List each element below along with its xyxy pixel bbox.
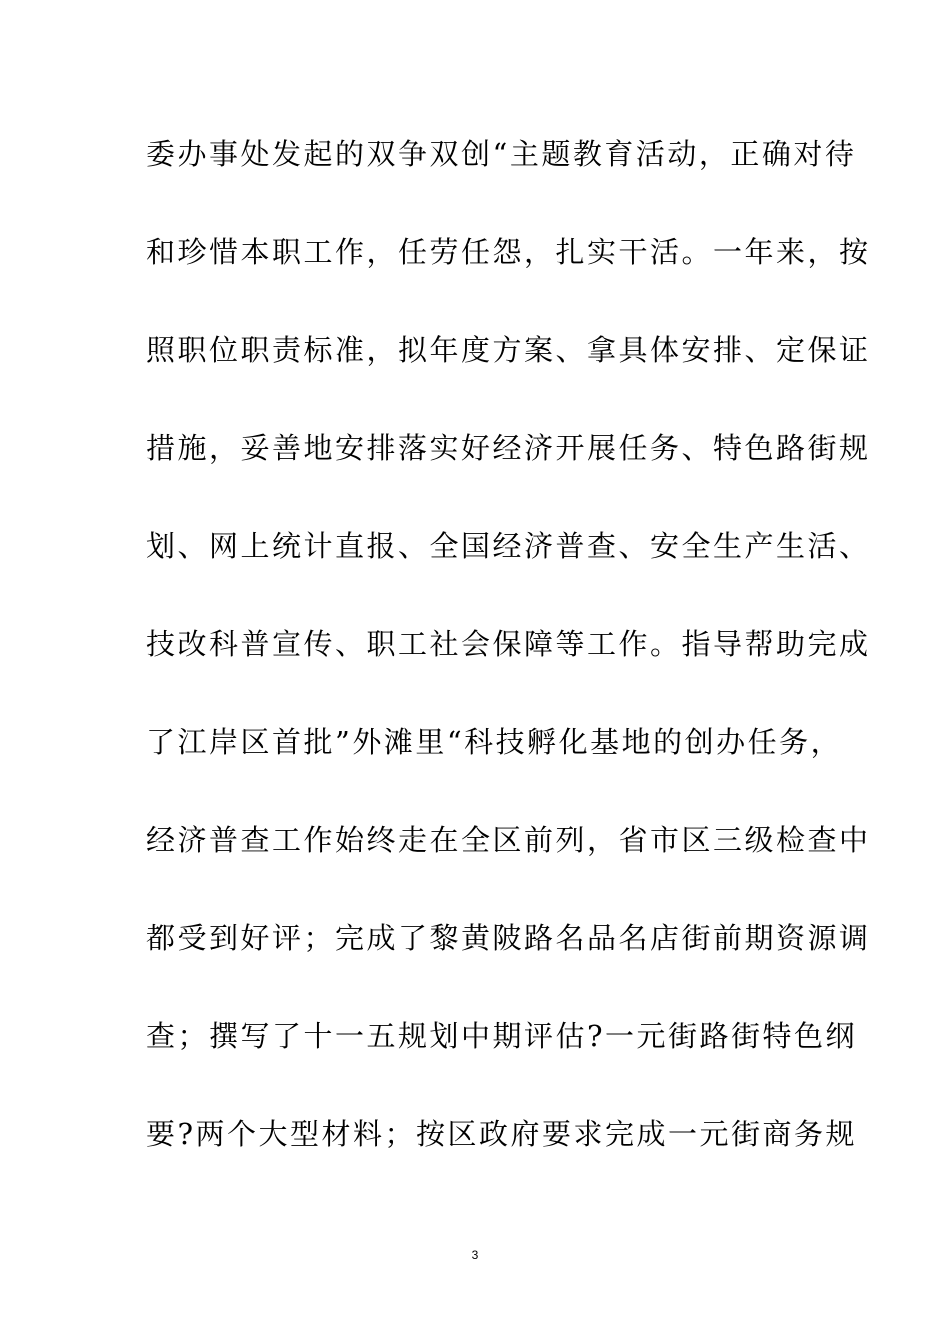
text-line: 要?两个大型材料；按区政府要求完成一元街商务规: [146, 1117, 858, 1151]
text-line: 技改科普宣传、职工社会保障等工作。指导帮助完成: [146, 627, 871, 661]
text-line: 照职位职责标准，拟年度方案、拿具体安排、定保证: [146, 333, 871, 367]
page-number: 3: [471, 1248, 479, 1262]
text-line: 经济普查工作始终走在全区前列，省市区三级检查中: [146, 823, 871, 857]
text-line: 划、网上统计直报、全国经济普查、安全生产生活、: [146, 529, 871, 563]
text-line: 了江岸区首批”外滩里“科技孵化基地的创办任务，: [146, 725, 843, 759]
text-line: 查；撰写了十一五规划中期评估?一元街路街特色纲: [146, 1019, 858, 1053]
body-text: [146, 128, 871, 1206]
text-line: 措施，妥善地安排落实好经济开展任务、特色路街规: [146, 431, 871, 465]
text-line: 都受到好评；完成了黎黄陂路名品名店街前期资源调: [146, 921, 871, 955]
text-line: 委办事处发起的双争双创“主题教育活动，正确对待: [146, 137, 857, 171]
text-line: 和珍惜本职工作，任劳任怨，扎实干活。一年来，按: [146, 235, 871, 269]
